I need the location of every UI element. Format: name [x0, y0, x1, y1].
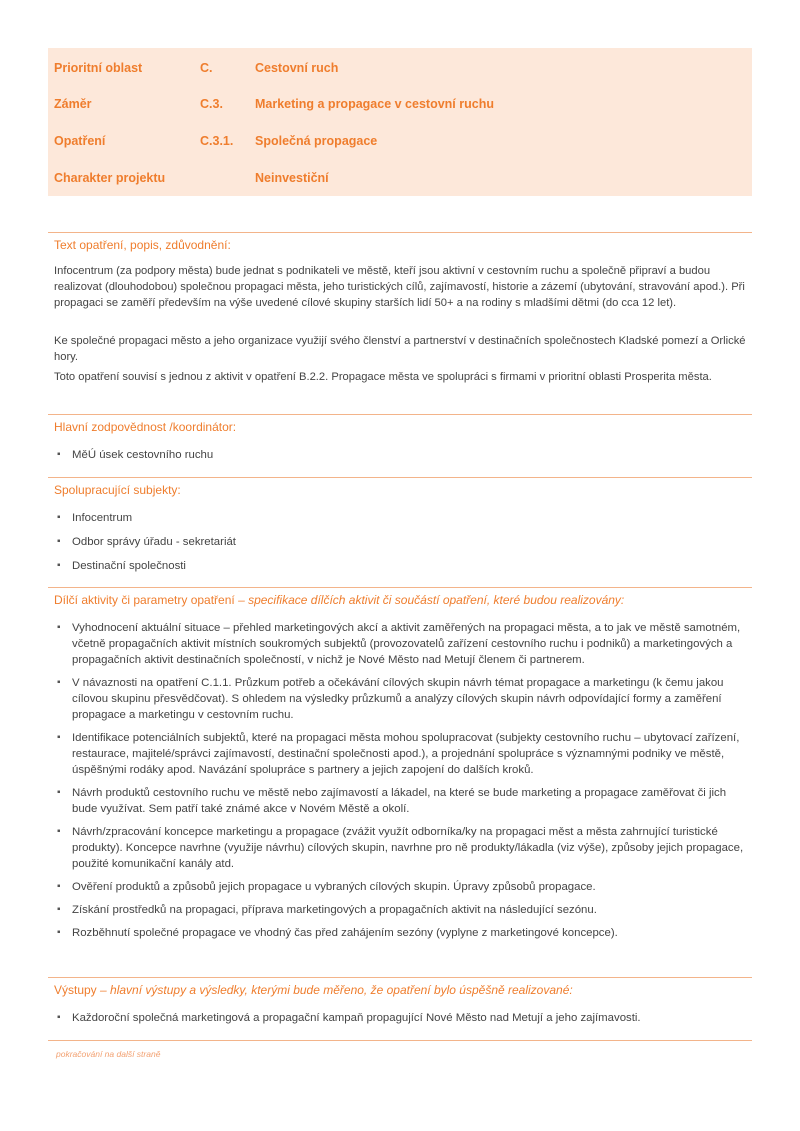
header-value: Marketing a propagace v cestovní ruchu — [255, 97, 494, 111]
header-row-priority-area — [48, 61, 752, 81]
bullet-icon: ▪ — [57, 732, 61, 743]
section-title: Dílčí aktivity či parametry opatření – specifikace dílčích aktivit či součástí opatření, které budou realizovány: — [54, 593, 625, 607]
outputs-section — [48, 977, 752, 1040]
text-section — [48, 232, 752, 415]
list-item: ▪ Destinační společnosti — [57, 560, 186, 572]
list-item: ▪ Získání prostředků na propagaci, příprava marketingových a propagačních aktivit na následující sezónu. — [57, 904, 597, 916]
header-label: Opatření — [54, 134, 106, 148]
section-title: Výstupy – hlavní výstupy a výsledky, kterými bude měřeno, že opatření bylo úspěšně realizované: — [54, 983, 573, 997]
header-code: C. — [200, 61, 213, 75]
bullet-icon: ▪ — [57, 881, 61, 892]
bullet-icon: ▪ — [57, 904, 61, 915]
header-row-intent — [48, 97, 752, 117]
section-title: Text opatření, popis, zdůvodnění: — [54, 238, 231, 252]
list-item: ▪ V návaznosti na opatření C.1.1. Průzkum potřeb a očekávání cílových skupin návrh témat propagace a marketingu (k čemu jakou cílovou skupinu přesvědčovat). S ohledem na výsledky průzkumů a analýzy cílových skupin návrh odpovídající formy a zaměření propagace a marketingu v cestovním ruchu. — [57, 677, 724, 721]
bullet-icon: ▪ — [57, 1012, 61, 1023]
header-label: Charakter projektu — [54, 171, 166, 185]
header-row-measure — [48, 134, 752, 154]
responsibility-section — [48, 414, 752, 477]
paragraph: Ke společné propagaci město a jeho organizace využijí svého členství a partnerství v destinačních společnostech Kladské pomezí a Orlické hory. — [54, 335, 746, 363]
bullet-icon: ▪ — [57, 536, 61, 547]
list-item: ▪ Odbor správy úřadu - sekretariát — [57, 536, 236, 548]
list-item: ▪ Každoroční společná marketingová a propagační kampaň propagující Nové Město nad Metují a jeho zajímavosti. — [57, 1012, 641, 1024]
bullet-icon: ▪ — [57, 677, 61, 688]
bullet-icon: ▪ — [57, 512, 61, 523]
list-item: ▪ Ověření produktů a způsobů jejich propagace u vybraných cílových skupin. Úpravy způsobů propagace. — [57, 881, 596, 893]
list-item: ▪ Návrh/zpracování koncepce marketingu a propagace (zvážit využít odborníka/ky na propagaci měst a města zahrnující turistické produkty). Koncepce navrhne (využije návrhu) cílových skupin, navrhne pro ně produkty/lákadla (viz výše), způsoby jejich propagace, použité komunikační kanály atd. — [57, 826, 744, 870]
header-row-project-character — [48, 171, 752, 191]
activities-section — [48, 587, 752, 977]
header-label: Prioritní oblast — [54, 61, 143, 75]
header-value: Společná propagace — [255, 134, 378, 148]
header-info-box — [48, 48, 752, 196]
partners-section — [48, 477, 752, 588]
bottom-divider — [48, 1040, 752, 1041]
section-title: Spolupracující subjekty: — [54, 483, 181, 497]
section-title: Hlavní zodpovědnost /koordinátor: — [54, 420, 237, 434]
partners-list — [54, 510, 750, 574]
list-item: ▪ Identifikace potenciálních subjektů, které na propagaci města mohou spolupracovat (subjekty cestovního ruchu – ubytovací zařízení, restaurace, majitelé/správci zajímavostí, destinační společnosti apod.), a projednání spolupráce s významnými podniky ve městě, úspěšnými rodáky apod. Navázání spolupráce s partnery a jejich zapojení do dalších kroků. — [57, 732, 740, 776]
header-code: C.3. — [200, 97, 223, 111]
header-value: Neinvestiční — [255, 171, 329, 185]
header-code: C.3.1. — [200, 134, 234, 148]
bullet-icon: ▪ — [57, 787, 61, 798]
paragraph: Infocentrum (za podpory města) bude jednat s podnikateli ve městě, kteří jsou aktivní v cestovním ruchu a společně připraví a budou realizovat (dlouhodobou) společnou propagaci města, jeho turistických cílů, zajímavostí, historie a zázemí (ubytování, stravování apod.). Při propagaci se zaměří především na výše uvedené cílové skupiny starších lidí 50+ a na rodiny s mladšími dětmi (do cca 12 let). — [54, 265, 745, 309]
list-item: ▪ MěÚ úsek cestovního ruchu — [57, 449, 214, 461]
list-item: ▪ Infocentrum — [57, 512, 133, 524]
bullet-icon: ▪ — [57, 622, 61, 633]
header-label: Záměr — [54, 97, 92, 111]
continuation-note: pokračování na další straně — [56, 1049, 161, 1059]
header-value: Cestovní ruch — [255, 61, 339, 75]
responsibility-list — [54, 447, 750, 463]
bullet-icon: ▪ — [57, 449, 61, 460]
section-subtitle: – hlavní výstupy a výsledky, kterými bude měřeno, že opatření bylo úspěšně realizované: — [96, 983, 573, 997]
bullet-icon: ▪ — [57, 927, 61, 938]
section-subtitle: – specifikace dílčích aktivit či součástí opatření, které budou realizovány: — [234, 593, 625, 607]
outputs-list — [54, 1010, 750, 1026]
list-item: ▪ Návrh produktů cestovního ruchu ve městě nebo zajímavostí a lákadel, na které se bude marketing a propagace zaměřovat či jich bude využívat. Sem patří také známé akce v Novém Městě a okolí. — [57, 787, 727, 815]
list-item: ▪ Rozběhnutí společné propagace ve vhodný čas před zahájením sezóny (vyplyne z marketingové koncepce). — [57, 927, 618, 939]
bullet-icon: ▪ — [57, 560, 61, 571]
list-item: ▪ Vyhodnocení aktuální situace – přehled marketingových akcí a aktivit zaměřených na propagaci města, a to jak ve městě samotném, včetně propagačních aktivit místních soukromých subjektů (provozovatelů zařízení cestovního ruchu i podniků) a marketingových a propagačních aktivit destinačních společností, v nichž je Nové Město nad Metují členem či partnerem. — [57, 622, 741, 666]
paragraph: Toto opatření souvisí s jednou z aktivit v opatření B.2.2. Propagace města ve spolupráci s firmami v prioritní oblasti Prosperita města. — [54, 371, 712, 383]
activities-list — [54, 620, 750, 941]
bullet-icon: ▪ — [57, 826, 61, 837]
